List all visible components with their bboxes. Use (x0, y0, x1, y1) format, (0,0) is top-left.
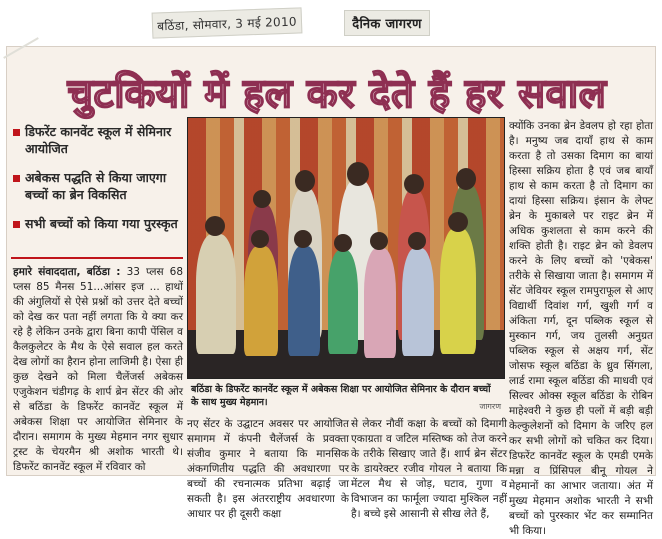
article-column-right (509, 119, 653, 537)
person-head (295, 170, 315, 192)
person-head (456, 168, 476, 190)
article-column-middle (187, 417, 349, 520)
newspaper-clipping (6, 46, 656, 537)
date-tag: बठिंडा, सोमवार, 3 मई 2010 (152, 7, 303, 38)
child-head (370, 232, 388, 250)
square-bullet-icon (13, 221, 20, 228)
child-head (334, 234, 352, 252)
article-body-text: नए सेंटर के उद्घाटन अवसर पर आयोजित समागम में कंपनी चैलेंजर्स के प्रवक्ता संजीव कुमार ने बताया कि मानसिक अंकगणितीय पद्धति की अवधारणा पर बच्चों की रचनात्मक प्रतिभा बढ़ाई जा सकती है। इस अंतरराष्ट्रीय अवधारणा के आधार पर ही दूसरी कक्षा (187, 418, 349, 520)
child-head (408, 232, 426, 250)
child-figure (440, 228, 476, 354)
newspaper-name-tag: दैनिक जागरण (344, 10, 430, 36)
child-figure (402, 248, 434, 356)
article-body-text: क्योंकि उनका ब्रेन डेवलप हो रहा होता है। मनुष्य जब दायाँ हाथ से काम करता है तो उसका दिमाग का बायां हिस्सा सक्रिय होता है एवं जब बायाँ हाथ से काम करता है तो दिमाग का दायां हिस्सा सक्रिय। इंसान के लेफ्ट ब्रेन के मुकाबले पर राइट ब्रेन में अधिक कुशलता से काम करने की शक्ति होती है। राइट ब्रेन को डेवलप करने के लिए बच्चों को 'एबेकस' तरीके से सिखाया जाता है। समागम में सेंट जेवियर स्कूल रामपुराफूल से आए विद्यार्थी दिवांश गर्ग, खुशी गर्ग व अंकिता गर्ग, दून पब्लिक स्कूल से मुस्कान गर्ग, जय तुलसी अनुग्रत पब्लिक स्कूल से अक्षय गर्ग, सेंट जोसफ स्कूल बठिंडा के ध्रुव सिंगला, लार्ड रामा स्कूल बठिंडा की माधवी एवं सिल्वर ओक्स स्कूल बठिंडा के रोबिन माहेश्वरी ने कुछ ही पलों में बड़ी बड़ी केल्कुलेशनों को दिमाग के जरिए हल कर सभी लोगों को चकित कर दिया। डिफरेंट कानवेंट स्कूल के एमडी एमके मन्ना व प्रिंसिपल बीनू गोयल ने मेहमानों का आभार जताया। अंत में मुख्य मेहमान अशोक भारती ने सभी बच्चों को पुरस्कार भेंट कर सम्मानित भी किया। (509, 120, 653, 537)
article-column-middle-2 (351, 417, 507, 520)
article-byline: हमारे संवाददाता, बठिंडा : (13, 266, 121, 278)
article-body-text: 33 प्लस 68 प्लस 85 मैनस 51...आंसर इज ... हाथों की अंगुलियों से ऐसे प्रश्नों को उत्तर देते बच्चों को देख कर पता नहीं लगता कि ये क्या कर रहे है लेकिन उनके द्वारा बिना कापी पेंसिल व कैलकुलेटर के मैथ के ऐसे सवाल हल करते देख लोगों का हैरान होना लाजिमी है। ऐसा ही कुछ देखने को मिला चैलेंजर्स अबेकस एजुकेशन चंडीगढ़ के शार्प ब्रेन सेंटर की ओर से बठिंडा के डिफरेंट कानवेंट स्कूल में अबेकस शिक्षा पर आयोजित सेमिनार के दौरान। समागम के मुख्य मेहमान नगर सुधार ट्रस्ट के चेयरमैन श्री अशोक भारती थे। डिफरेंट कानवेंट स्कूल में रविवार को (13, 266, 184, 473)
child-figure (288, 246, 320, 356)
child-figure (244, 246, 278, 356)
child-head (205, 216, 225, 236)
child-head (251, 230, 269, 248)
highlights-list (13, 123, 183, 244)
event-photo (187, 117, 505, 379)
highlight-text: डिफरेंट कानवेंट स्कूल में सेमिनार आयोजित (25, 124, 172, 156)
photo-caption (187, 381, 505, 415)
photo-credit: जागरण (479, 402, 501, 411)
person-head (253, 190, 271, 208)
person-head (404, 174, 424, 194)
child-head (294, 230, 312, 248)
highlight-item (13, 169, 183, 203)
highlight-item (13, 215, 183, 232)
section-divider (11, 257, 183, 259)
child-head (448, 212, 468, 232)
child-figure (196, 234, 236, 354)
child-figure (364, 248, 396, 358)
photo-caption-text: बठिंडा के डिफरेंट कानवेंट स्कूल में अबेकस शिक्षा पर आयोजित सेमिनार के दौरान बच्चों के साथ मुख्य मेहमान। (191, 384, 491, 408)
highlight-text: अबेकस पद्धति से किया जाएगा बच्चों का ब्रेन विकसित (25, 170, 167, 202)
article-body-text: से लेकर नौवीं कक्षा के बच्चों को दिमागी एकाग्रता व जटिल मस्तिष्क को तेज करने के तरीके सिखाए जाते हैं। शार्प ब्रेन सेंटर के डायरेक्टर रजीव गोयल ने बताया कि मेंटल मैथ से जोड़, घटाव, गुणा व विभाजन का फार्मूला ज्यादा मुश्किल नहीं है। बच्चे इसे आसानी से सीख लेते हैं, (351, 418, 507, 520)
highlight-item (13, 123, 183, 157)
square-bullet-icon (13, 129, 20, 136)
person-head (347, 162, 369, 186)
square-bullet-icon (13, 175, 20, 182)
child-figure (328, 250, 358, 354)
article-column-left (13, 265, 183, 475)
article-headline: चुटकियों में हल कर देते हैं हर सवाल (67, 71, 607, 117)
highlight-text: सभी बच्चों को किया गया पुरस्कृत (25, 216, 178, 231)
